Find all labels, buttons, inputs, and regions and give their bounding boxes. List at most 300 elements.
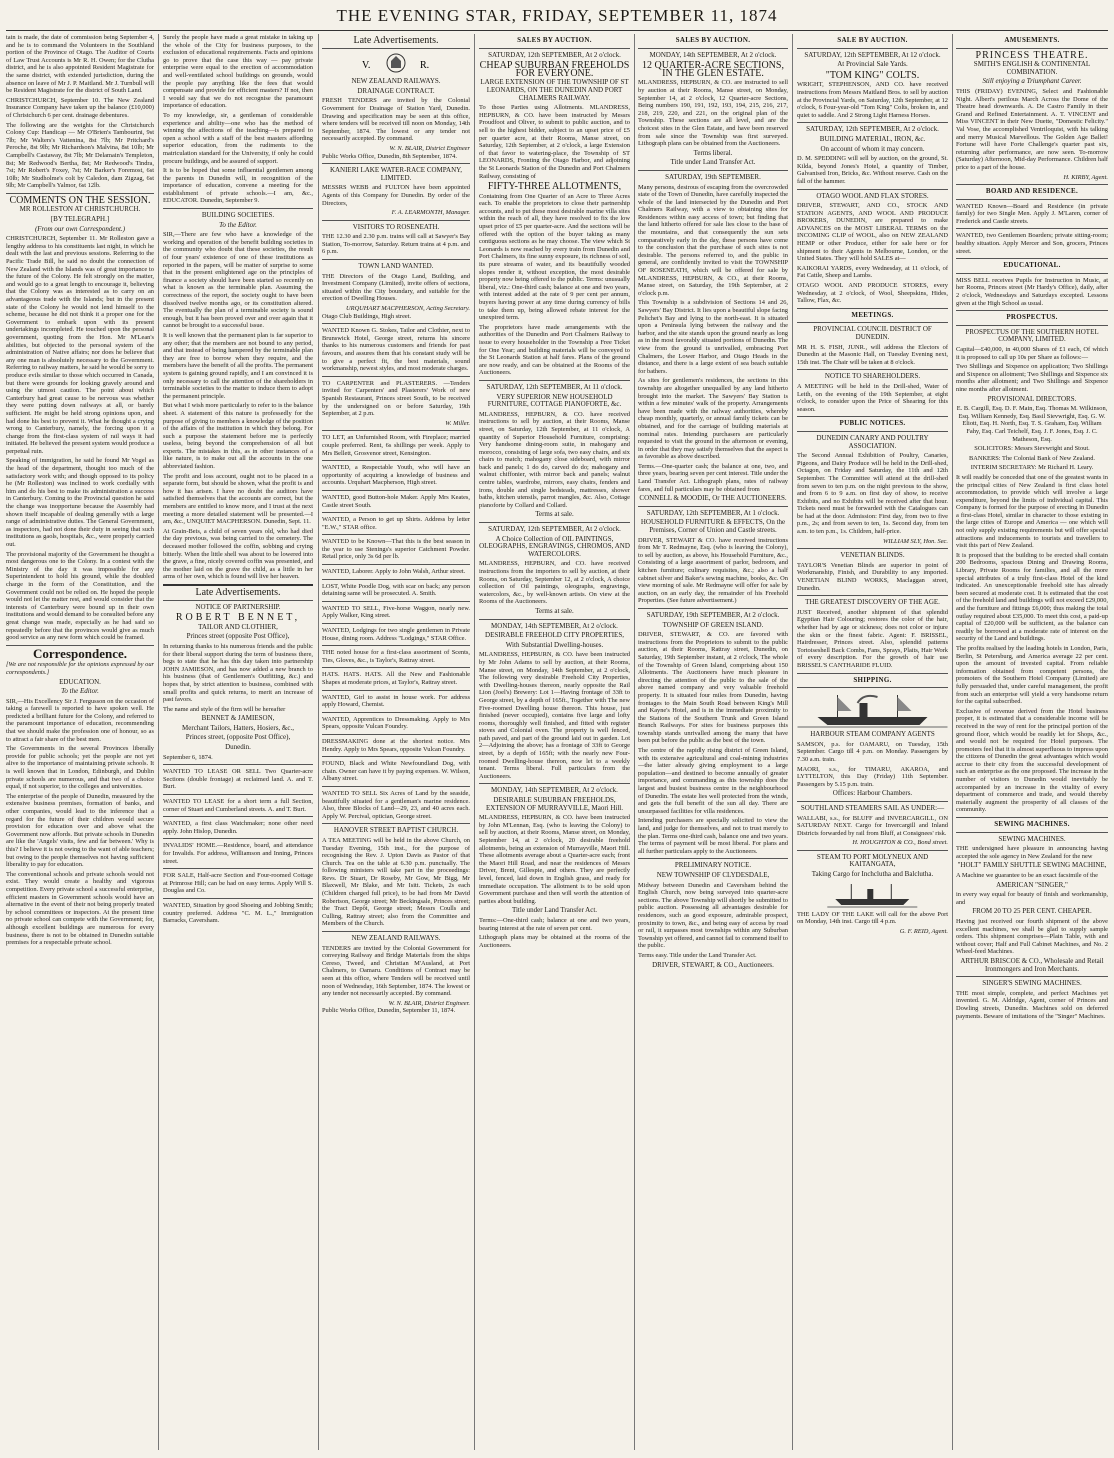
ad-body: A TEA MEETING will be held in the above Church, on Tuesday Evening, 15th inst., for the purpose of recognising the Rev. J. Upton Davis as Pastor of that Church. Tea on the table at 6.30 p.m. punctually. The following ministers will take part in the proceedings: Revs. Dr Stuart, Dr Roseby, Mr Gow, Mr Bigg, Mr Blaxwell, Mr Blake, and Mr Isitt. Tickets, 2s each (Children charged full price), to be had from Mr David Robertson, George street; Mr Beckingsale, Princes street; the Tract Depôt, George street; Messrs Coulls and Culling, Rattray street; also from the Committee and Members of the Church. bbox=[322, 836, 470, 928]
ad-body: Public Works Office, Dunedin, 8th September, 1874. bbox=[322, 152, 457, 160]
classified-ad: WANTED, Laborer. Apply to John Walsh, Arthur street. bbox=[322, 568, 466, 576]
letter-paragraph: To my knowledge, sir, a gentleman of considerable experience and ability—one who has the method of winning the affections of the teaching—is prepared to open a school with a staff of the best masters affording superior education, from the rudiments to the matriculation standard for the University, if only he could procure buildings, and be assured of support. bbox=[163, 111, 313, 165]
ad-heading: PROVINCIAL COUNCIL DISTRICT OF DUNEDIN. bbox=[813, 325, 932, 341]
sale-title: TOWNSHIP OF GREEN ISLAND. bbox=[662, 620, 764, 629]
divider bbox=[956, 199, 1108, 200]
column-rule bbox=[792, 34, 793, 1450]
divider bbox=[638, 858, 788, 859]
divider bbox=[322, 623, 470, 624]
divider bbox=[797, 431, 948, 432]
sale-title: CHEAP SUBURBAN FREEHOLDS FOR EVERYONE. bbox=[479, 60, 630, 79]
svg-text:R.: R. bbox=[420, 59, 430, 71]
divider bbox=[797, 687, 948, 688]
classified-ad: LOST, White Poodle Dog, with scar on back; any person detaining same will be prosecuted. A. Smith. bbox=[322, 582, 470, 598]
column-5 bbox=[638, 34, 788, 1452]
ad-body: THE undersigned have pleasure in announcing having accepted the sole agency in New Zealand for the new bbox=[956, 845, 1108, 860]
editor-note: [We are not responsible for the opinions expressed by our correspondents.] bbox=[6, 661, 154, 676]
letter-paragraph: The conventional schools and private schools would not exist. They would create a healthy and vigorous competition. Every private school a successful enterprise, efficient masters in Government schools would have an alternative in the event of their not being properly treated by school committees or inspectors. At the present time no private school can compete with the Government; for, although excellent buildings are numerous for every business, there is not to be obtained in Dunedin suitable premises for a respectable private school. bbox=[6, 870, 154, 947]
news-paragraph: At Grain-Beis, a child of seven years old, who had died the day previous, was being carried to the cemetery. The deceased mother followed the coffin, sobbing and crying bitterly. When the little shell was about to be lowered into the grave, a fine, nicely covered coffin was presented, and the mother laid on the grave the child, as a little in her arms of her own, which is found will live her heaven. bbox=[163, 527, 313, 581]
svg-text:V.: V. bbox=[362, 59, 371, 71]
divider bbox=[322, 734, 470, 735]
divider bbox=[322, 931, 470, 932]
sale-body: The proprietors have made arrangements with the authorities of the Dunedin and Port Chalmers Railway to issue to every householder in the Township a Free Ticket for One Year; and building materials will be conveyed to the St Leonards Station at half fares. Plans of the ground are now ready, and can be obtained at the Rooms of the Auctioneers. bbox=[479, 323, 630, 377]
ad-signature: WILLIAM SLY, Hon. Sec. bbox=[883, 537, 948, 545]
steamship-icon bbox=[827, 881, 918, 909]
divider bbox=[322, 163, 470, 164]
section-heading: SALES BY AUCTION. bbox=[517, 36, 592, 44]
masthead: THE EVENING STAR, FRIDAY, SEPTEMBER 11, 1874 bbox=[336, 6, 778, 25]
sale-date: SATURDAY, 12th SEPTEMBER, At 1 o'clock. bbox=[646, 508, 780, 517]
ad-body: WALLABI, s.s., for BLUFF and INVERCARGILL, ON SATURDAY NEXT. Cargo for Invercargill and Inland Districts forwarded by rail from Bluff, at Consignees' risk. bbox=[797, 814, 948, 837]
classified-ad: TO CARPENTER and PLASTERERS. —Tenders invited for Carpenters' and Plasterers' Work of new Spanish Restaurant, Princes street South, to be received by the undersigned on or before Saturday, 19th September, at 2 p.m. bbox=[322, 379, 470, 418]
classified-ad: DRESSMAKING done at the shortest notice. Mrs Hendry. Apply to Mrs Spears, opposite Vulcan Foundry. bbox=[322, 737, 470, 753]
news-paragraph: CHRISTCHURCH, September 10. The New Zealand Insurance Company have taken up the balance (£10,000) of Christchurch 6 per cent. drainage debentures. bbox=[6, 96, 154, 119]
ad-signature: ARTHUR BRISCOE & CO., Wholesale and Retail Ironmongers and Iron Merchants. bbox=[960, 956, 1104, 973]
divider bbox=[163, 600, 313, 601]
ad-title: ROBERT BENNET, bbox=[175, 612, 301, 624]
sale-body: To those Parties using Allotments. MLANDRESS, HEPBURN, & CO. have been instructed by Messrs Proudfoot and Oliver, to submit to public auction, and to sell to the highest bidder, subject to an upset price of £5 per quarter acre, at their Rooms, Manse street, on Saturday, 12th September, at 2 o'clock, a large Extension of that favor to watering-place, the Township of ST LEONARDS, Fronting the Otago Harbor, and adjoining the St Leonards Station of the Dunedin and Port Chalmers Railway, consisting of bbox=[479, 104, 630, 180]
sale-title: 12 QUARTER-ACRE SECTIONS, IN THE GLEN ESTATE. bbox=[642, 60, 784, 79]
divider bbox=[322, 645, 470, 646]
ad-body: DRIVER, STEWART, AND CO., STOCK AND STATION AGENTS, AND WOOL AND PRODUCE BROKERS, DUNEDIN, are prepared to make ADVANCES on the MOST LIBERAL TERMS on the INCOMING CLIP of WOOL, also on NEW ZEALAND HEMP or other Produce, either for sale here or for shipment to their Agents in Melbourne, London, or the United States. They will hold SALES at— bbox=[797, 202, 948, 263]
ad-heading: NOTICE OF PARTNERSHIP. bbox=[195, 602, 281, 611]
ad-signature: URQUHART MACPHERSON, Acting Secretary. bbox=[346, 305, 470, 313]
letter-paragraph: The profit and loss account, ought not to be placed in a separate form, but should be shown, what the profit is and how it has arisen. I have no doubt the auditors have satisfied themselves that the accounts are correct, but the members are entitled to know more, and I trust at the next meeting a more detailed statement will be presented.—I am, &c., UNQUIET MACPHERSON. Dunedin, Sept. 11. bbox=[163, 472, 313, 526]
classified-ad: WANTED Known—Board and Residence (in private family) for two Single Men. Apply J. M'Laren, corner of Frederick and Castle streets. bbox=[956, 202, 1108, 225]
divider bbox=[322, 534, 470, 535]
sale-date: SATURDAY, 12th SEPTEMBER, At 11 o'clock. bbox=[486, 382, 623, 391]
divider bbox=[638, 170, 788, 171]
ad-body: A Machine we guarantee to be an exact facsimile of the bbox=[956, 872, 1098, 879]
sale-subtitle: LARGE EXTENSION OF THE TOWNSHIP OF ST LEONARDS, ON THE DUNEDIN AND PORT CHALMERS RAILWAY. bbox=[480, 78, 629, 102]
column-7 bbox=[956, 34, 1108, 1452]
ad-body: in every way equal for beauty of finish and workmanship, and bbox=[956, 891, 1108, 906]
column-rule bbox=[952, 34, 953, 1450]
divider bbox=[797, 673, 948, 674]
ad-office: Offices: Harbour Chambers. bbox=[832, 789, 913, 798]
prospectus-body: Capital—£40,000, in 40,000 Shares of £1 each, Of which it is proposed to call up 10s per Share as follows:— bbox=[956, 346, 1108, 361]
theatre-title: PRINCESS THEATRE. bbox=[975, 49, 1089, 61]
column-1 bbox=[6, 34, 154, 1452]
sale-title: "TOM KING" COLTS. bbox=[825, 69, 920, 81]
sale-body: DRIVER, STEWART, & CO. are favored with instructions from the Proprietors to submit to the public auction, at their Rooms, Rattray street, Dunedin, on Saturday, 19th September instant, at 2 o'clock, The whole of the Township of Green Island, comprising about 150 Allotments. The Auctioneers have much pleasure in directing the attention of the public to the sale of the above named company and very valuable freehold property. It is situated four miles from Dunedin, having frontages to the Main South Road between King's Mill and Kayne's Hotel, and is in the immediate proximity to the Stations of the Southern Trunk and Green Island Branch Railways. For sites for business purposes this township stands unrivalled among the many that have been put before the public as the best of the town. bbox=[638, 631, 788, 745]
classified-ad: HATS. HATS. HATS. All the New and Fashionable Shapes at moderate prices, at Taylor's, Rattray street. bbox=[322, 671, 470, 686]
sale-subtitle: With Substantial Dwelling-houses. bbox=[505, 640, 604, 649]
classified-ad: WANTED, Girl to assist in house work. For address apply Howard, Chemist. bbox=[322, 693, 470, 709]
sale-body: This Township is a subdivision of Sections 14 and 26, Sawyers' Bay District. It lies upon a beautiful slope facing Pelichet's Bay and lying to the north-east. It is situated upon a Peninsula lying between the railway and the harbor, and the site stands upon the ground nearly as long as in the most favorably situated portions of Dunedin. The view from the ground is unrivalled, embracing Port Chalmers, the Lower Harbor, and Otago Heads in the distance, and there is a large extent of sea beach suitable for bathers. bbox=[638, 299, 788, 375]
ad-subtitle: DRAINAGE CONTRACT. bbox=[357, 86, 435, 95]
ad-firm: Princes street, (opposite Post Office), bbox=[185, 733, 291, 742]
sale-body: The centre of the rapidly rising district of Green Island, with its extensive agricultural and coal-mining industries—the latter already giving employment to a large population—and destined to become annually of greater importance, and commanding as this township does the largest and busiest business centre in the neighbourhood of Dunedin. The estate lies well protected from the winds, and gets the full benefit of the sun all day. There are unsurpassed facilities for villa residences. bbox=[638, 747, 788, 815]
sale-body: Intending purchasers are specially solicited to view the land, and judge for themselves, and not to trust merely to the plan. Terms one-third cash, balance one and two years. The terms of payment will be most liberal. For plans and all further particulars apply to the Auctioneers. bbox=[638, 817, 788, 855]
divider bbox=[797, 48, 948, 49]
section-heading: PROSPECTUS. bbox=[1006, 313, 1058, 322]
divider bbox=[163, 208, 313, 209]
section-heading: EDUCATIONAL. bbox=[1003, 261, 1061, 270]
divider bbox=[956, 832, 1108, 833]
divider bbox=[956, 48, 1108, 49]
ad-heading: NEW ZEALAND RAILWAYS. bbox=[351, 934, 441, 943]
divider bbox=[797, 595, 948, 596]
ad-date: September 6, 1874. bbox=[163, 753, 213, 761]
ad-firm: Dunedin. bbox=[225, 743, 251, 752]
sale-signature: DRIVER, STEWART, & CO., Auctioneers. bbox=[652, 960, 774, 969]
divider bbox=[479, 522, 630, 523]
letter-paragraph: But what I wish more particularly to refer to is the balance sheet. A statement of this nature is professedly for the purpose of giving to members a knowledge of the position of the affairs of the institution in which they belong. For such a purpose the statement before me is perfectly useless, being beyond the comprehension of all but experts. The mistakes in this, as in other instances of a like nature, is to make out all the accounts in the one abbreviated fashion. bbox=[163, 402, 313, 471]
section-heading: Late Advertisements. bbox=[353, 35, 439, 46]
sale-body: MLANDRESS, HEPBURN, & CO. are instructed to sell by auction at their Rooms, Manse street, on Monday, September 14, at 2 o'clock, 12 Quarter-acre Sections, Being numbers 190, 191, 192, 193, 194, 215, 216, 217, 218, 219, 220, and 221, on the original plan of the Township. These sections are all level, and are the choicest sites in the Glen Estate, and have been reserved from sale since the Township was first surveyed. Lithograph plans can be obtained from the Auctioneers. bbox=[638, 79, 788, 148]
divider bbox=[638, 506, 788, 507]
ad-body: OTAGO WOOL AND PRODUCE STORES, every Wednesday, at 2 o'clock, of Wool, Sheepskins, Hides, Tallow, Flax, &c. bbox=[797, 282, 948, 305]
news-paragraph: The following are the weights for the Christchurch Colony Cup: Handicap — Mr O'Brien's Tambourini, 9st 7lb; Mr Walters's Vattenina, 8st 7lb; Mr Pritchard's Peroche, 8st 9lb; Mr Richardson's Malvina, 8st 10lb; Mr Campbell's Castaway, 8st 7lb; Mr Delamain's Templeton, 8st; Mr Redwood's Bertha, 8st; Mr Redwood's Tindra, 7st; Mr Robert's Foxey, 7st; Mr Barker's Foremost, 6st 10lb; Mr Studholme's colt by Caledon, dam Zigzag, 6st 9lb; Mr Campbell's Yalmor, 6st 12lb. bbox=[6, 121, 154, 190]
divider bbox=[797, 369, 948, 370]
sale-body: MLANDRESS, HEPBURN, & CO. have received instructions to sell by auction, at their Rooms, Manse street, on Saturday, 12th September, at 11 o'clock, A quantity of Superior Household Furniture, comprising: Very handsome dining-room suite, in mahogany and morocco, consisting of large sofa, two easy chairs, and six chairs to match; mahogany close sideboard, with mirror back and panels; 1 do do, carved do do; mahogany and walnut chiffonier, with mirror back and panels; walnut centre tables, wardrobe, mirrors, easy chairs, fenders and irons, double and single bedsteads, mattresses, shower baths, kitchen utensils, parrot mangles, &c. Also, Cottage pianoforte by Collard and Collard. bbox=[479, 410, 630, 509]
prospectus-body: Two Shillings and Sixpence on application; Two Shillings and Sixpence on allotment; Two Shillings and Sixpence six months after allotment; and Two Shillings and Sixpence nine months after allotment. bbox=[956, 363, 1108, 393]
prospectus-body: It is proposed that the building to be erected shall contain 200 Bedrooms, spacious Dining and Drawing Rooms, Library, Private Rooms for families, and all the more special attributes of a truly first-class Hotel of the kind indicated. An unexceptionable freehold site has already been secured at moderate cost. It is estimated that the cost of the freehold land and buildings will not exceed £29,000, and the furniture and fittings £6,000; thus making the total outlay required about £35,000. To meet this cost, a paid-up capital of £20,000 will be sufficient, as the balance can readily be borrowed at a moderate rate of interest on the security of the Land and buildings. bbox=[956, 551, 1108, 643]
classified-ad: WANTED, a first class Watchmaker; none other need apply. John Hislop, Dunedin. bbox=[163, 820, 313, 835]
divider bbox=[322, 690, 470, 691]
classified-ad: WANTED TO LEASE for a short term a full Section, corner of Stuart and Cumberland streets. A. and T. Burt. bbox=[163, 798, 313, 813]
divider bbox=[479, 48, 630, 49]
sale-date: SATURDAY, 12th SEPTEMBER, At 12 o'clock. bbox=[804, 50, 941, 59]
sale-terms: Terms at sale. bbox=[535, 510, 574, 519]
letter-addressee: To the Editor. bbox=[61, 687, 99, 696]
classified-ad: WANTED TO SELL Six Acres of Land by the seaside, beautifully situated for a gentleman's marine residence. Also, three Blocks of Land—29, 23, and 40 acres each. Apply W. Percival, optician, George street. bbox=[322, 789, 470, 820]
divider bbox=[163, 584, 313, 586]
ad-heading: VISITORS TO ROSENEATH. bbox=[352, 222, 440, 231]
ad-title: "HOLT" FAMILY SHUTTLE SEWING MACHINE, bbox=[957, 861, 1107, 870]
ad-body: THE most simple, complete, and perfect Machines yet invented. G. M. Aldridge, Agent, corner of Princes and Dowling streets, Dunedin. Machines sold on deferred payments. Beware of imitations of the "Singer" Machines. bbox=[956, 989, 1108, 1020]
ad-signature: H. HOUGHTON & CO., Bond street. bbox=[852, 839, 948, 847]
letter-paragraph: It is to be hoped that some influential gentlemen among the parents in Dunedin will, in recognition of the importance of education, convene a meeting for the establishment of private schools.—I am, &c., EDUCATOR. Dunedin, September 9. bbox=[163, 167, 313, 205]
ad-body: SAMSON, p.s. for OAMARU, on Tuesday, 15th September. Cargo till 4 p.m. on Monday. Passengers by 7.30 a.m. train. bbox=[797, 740, 948, 763]
ad-subtitle: TAILOR AND CLOTHIER, bbox=[198, 622, 278, 631]
letter-paragraph: Surely the people have made a great mistake in taking up the whole of the City for business purposes, to the exclusion of educational requirements. Facts and opinions go to prove that the case this way — pay private enterprise were equal to the erection of accommodation and well-ventilated school buildings on grounds, would the people pay anything like the fees that would compensate and provide for efficient masters? If not, then I would say that we do not recognise the paramount importance of education. bbox=[163, 34, 313, 110]
divider bbox=[797, 850, 948, 851]
sale-terms: Terms at sale. bbox=[535, 606, 574, 615]
divider bbox=[322, 756, 470, 757]
prospectus-body: The profits realised by the leading hotels in London, Paris, Berlin, St Petersburg, and America average 22 per cent. upon the amount of invested capital. From reliable information obtained from competent persons, the promoters of the Southern Hotel Company (Limited) are fully persuaded that, under careful management, the profit from such an enterprise will yield a very handsome return for the capital subscribed. bbox=[956, 644, 1108, 706]
prospectus-title: PROSPECTUS OF THE SOUTHERN HOTEL COMPANY, LIMITED. bbox=[965, 327, 1099, 344]
sale-body: Terms:—One-third cash; balance at one and two years, bearing interest at the rate of seven per cent. bbox=[479, 916, 630, 932]
classified-ad: WANTED, Situation by good Shoeing and Jobbing Smith; country preferred. Address "C. M. L.," Immigration Barracks, Caversham. bbox=[163, 901, 313, 925]
divider bbox=[956, 184, 1108, 185]
ad-heading: KANIERI LAKE WATER-RACE COMPANY, LIMITED. bbox=[329, 166, 463, 182]
prospectus-body: It will readily be conceded that one of the greatest wants in the principal cities of New Zealand is first class hotel accommodation, to provide which will involve a large expenditure, beyond the limits of individual capital. This Company is formed for the purpose of erecting in Dunedin a first-class Hotel, similar in character to those existing in the large cities of Europe and America — one which will not only supply existing requirements but will offer special attractions and inducements to tourists and travellers to visit this part of New Zealand. bbox=[956, 473, 1108, 550]
ad-body: TAYLOR'S Venetian Blinds are superior in point of Workmanship, Finish, and Durability to any imported. VENETIAN BLIND WORKS, Maclaggan street, Dunedin. bbox=[797, 561, 948, 592]
section-heading: Correspondence. bbox=[32, 645, 127, 661]
divider bbox=[322, 712, 470, 713]
section-heading: SALE BY AUCTION. bbox=[837, 36, 908, 44]
sale-body: As sites for gentlemen's residences, the sections in this township are altogether unequalled by any land hitherto brought into the market. The Sawyers' Bay Station is within a few minutes' walk of the property. Arrangements have been made with the railway authorities, whereby cheap monthly, quarterly, or annual family tickets can be obtained, and for the carriage of building materials at nominal rates. Intending purchasers are particularly requested to visit the ground in the afternoon or evening, in order that they may satisfy themselves that the aspect is as favorable as above described. bbox=[638, 377, 788, 461]
divider bbox=[322, 823, 470, 824]
letter-paragraph: The enterprise of the people of Dunedin, measured by the extensive business premises, formation of banks, and other companies, would lead to the inference that a regard for the future of their children would secure provision for education over and above what the Government now affords. But private schools in Dunedin are like the 'Angels' visits, few and far between.' Why is this? I believe it is not owing to the want of able teachers; but owing to the people themselves not having sufficient liberality to pay for education. bbox=[6, 792, 154, 869]
column-4 bbox=[479, 34, 630, 1452]
ad-body: THE LADY OF THE LAKE will call for the above Port on Monday, 14th inst. Cargo till 4 p.m. bbox=[797, 910, 948, 926]
sale-body: MLANDRESS, HEPBURN, & CO. have been instructed by Mr John Adams to sell by auction, at their Rooms, Manse street, on Monday, 14th September, at 2 o'clock, The following very desirable Freehold City Properties, with Dwelling-houses thereon, nearly opposite the Rail Lion (Joel's) Brewery: Lot 1—Having frontage of 33ft to George street, by a depth of 165ft., Together with The new Five-roomed Dwelling house thereon. This house, just finished (never occupied), contains five large and lofty rooms, thoroughly well finished, and fitted with register stoves and Colonial oven. The property is well fenced, path paved, and part of the ground laid out in garden. Lot 2—Adjoining the above; has a frontage of 33ft to George street, by a depth of 165ft; with the nearly new Four-roomed Dwelling-house thereon, now let to a weekly tenant. Terms liberal. Full particulars from the Auctioneers. bbox=[479, 651, 630, 780]
dateline: [BY TELEGRAPH.] bbox=[50, 215, 110, 224]
section-heading: AMUSEMENTS. bbox=[1004, 36, 1060, 44]
classified-ad: THE noted house for a first-class assortment of Scents, Ties, Gloves, &c., is Taylor's, Rattray street. bbox=[322, 649, 470, 664]
theatre-subtitle: SMITH'S ENGLISH & CONTINENTAL COMBINATION. bbox=[973, 60, 1091, 76]
divider bbox=[322, 376, 470, 377]
prospectus-secretary: INTERIM SECRETARY: Mr Richard H. Leary. bbox=[970, 464, 1094, 472]
ad-body: MAORI, s.s., for TIMARU, AKAROA, and LYTTELTON, this Day (Friday) 11th September. Passengers by 5.15 p.m. train. bbox=[797, 765, 948, 788]
ad-heading: STEAM TO PORT MOLYNEUX AND KAITANGATA, bbox=[816, 852, 929, 869]
divider bbox=[797, 801, 948, 802]
sale-body: MLANDRESS, HEPBURN, & CO. have been instructed by John M'Lennan, Esq. (who is leaving the Colony) to sell by auction, at their Rooms, Manse street, on Monday, September 14, at 2 o'clock, 20 desirable freehold allotments, being an extension of Murrayville, Maori Hill. These allotments average about a Quarter-acre each; front the Maori Hill Road, and near the residences of Messrs Driver, Brent, Gillespie, and others. They are perfectly level, fenced, laid down in English grass, and ready for immediate occupation. The allotment is to be sold upon Government purchase and then will worth the attention of parties about building. bbox=[479, 814, 630, 905]
sale-date: SATURDAY, 12th SEPTEMBER, At 2 o'clock. bbox=[488, 50, 621, 59]
column-2 bbox=[163, 34, 313, 1452]
ad-heading: NEW ZEALAND RAILWAYS. bbox=[351, 77, 441, 86]
ad-body: MR H. S. FISH, JUNR., will address the Electors of Dunedin at the Masonic Hall, on Tuesday Evening next, 15th inst. The Chair will be taken at 8 o'clock. bbox=[797, 343, 948, 366]
divider bbox=[322, 220, 470, 221]
sale-body: Containing from One Quarter of an Acre to Three Acres each. To enable the proprietors to close their partnership accounts, and to put these most desirable marine villa sites within the reach of all, they have resolved to fix the low upset price of £5 per quarter-acre. And the sections will be offered with the option of the buyer taking as many contiguous sections as he may choose. The view which St Leonards is now reached by every train from Dunedin and Port Chalmers, its fine sunny exposure, its richness of soil, its pure streams of water, and its beautifully wooded slopes render it, without exception, the most desirable property now being offered to the public. Terms: unusually liberal, viz.: One-third cash; balance at one and two years, with interest added at the rate of 9 per cent per annum, buyers having power at any time during currency of bills to take them up, being allowed rebate interest for the unexpired term. bbox=[479, 192, 630, 322]
divider bbox=[797, 322, 948, 323]
ad-heading: THE GREATEST DISCOVERY OF THE AGE. bbox=[805, 598, 940, 607]
divider bbox=[322, 490, 470, 491]
ad-subtitle: Taking Cargo for Inchclutha and Balclutha. bbox=[811, 870, 934, 879]
divider bbox=[322, 430, 470, 431]
sale-location: At Provincial Sale Yards. bbox=[837, 60, 908, 69]
prospectus-bankers: BANKERS: The Colonial Bank of New Zealand. bbox=[968, 454, 1096, 462]
sale-body: DRIVER, STEWART & CO. have received instructions from Mr T. Redmayne, Esq. (who is leaving the Colony), to sell by auction, as above, his Household Furniture, &c., Consisting of a large assortment of parlor, bedroom, and kitchen furniture; culinary requisites, &c.; also a half cabinet silver and Baker's sewing machine, books, &c. On view morning of sale. Mr Redmayne will offer for sale by auction, on an early day, the remainder of his Freehold Properties. (See future advertisement.) bbox=[638, 536, 788, 605]
sale-body: Lithograph plans may be obtained at the rooms of the Auctioneers. bbox=[479, 934, 630, 949]
ad-title: AMERICAN "SINGER," bbox=[996, 880, 1068, 889]
ad-body: Public Works Office, Dunedin, September 11, 1874. bbox=[322, 1007, 456, 1015]
ad-body: Having just received our fourth shipment of the above excellent machines, we shall be glad to supply sample orders. This shipment comprises—Plain Table, with and without cover; Half and Full Cabinet Machines, and No. 2 Wheel-feed Machines. bbox=[956, 917, 1108, 956]
sale-body: Terms.—One-quarter cash; the balance at one, two, and three years, bearing seven per cent interest. Title under the Land Transfer Act. Lithograph plans, rates of railway fares, and full particulars may be obtained from bbox=[638, 462, 788, 493]
sale-terms: Title under Land Transfer Act. bbox=[670, 158, 756, 167]
ad-heading: NOTICE TO SHAREHOLDERS. bbox=[824, 372, 921, 381]
sale-body: Midway between Dunedin and Caversham behind the English Church, now being surveyed into quarter-acre sections. The above Township will shortly be submitted to public auction. Possessing all advantages desirable for residences, such as good exposure, admirable prospect, proximity to town, &c., and being easy of access by road or rail, it surpasses most townships within any Suburban Township yet offered, and cannot fail to commend itself to the public. bbox=[638, 881, 788, 950]
ad-firm: BENNET & JAMIESON, bbox=[201, 714, 275, 723]
sale-date: MONDAY, 14th SEPTEMBER, At 2 o'clock. bbox=[491, 786, 618, 795]
sale-note: On account of whom it may concern. bbox=[820, 144, 925, 153]
divider bbox=[956, 817, 1108, 818]
prospectus-heading: PROVISIONAL DIRECTORS. bbox=[987, 394, 1077, 403]
column-rule bbox=[318, 34, 319, 1450]
classified-ad: INVALIDS' HOME.—Residence, board, and attendance for Invalids. For address, Williamson and Inning, Princes street. bbox=[163, 842, 313, 865]
divider bbox=[956, 976, 1108, 977]
divider bbox=[163, 794, 313, 795]
ad-signature: W. N. BLAIR, District Engineer bbox=[389, 144, 470, 152]
classified-ad: WANTED, two Gentlemen Boarders; private sitting-room; healthy situation. Apply Mercer and Son, grocers, Princes street. bbox=[956, 232, 1108, 255]
ad-body: MESSRS WEBB and FULTON have been appointed Agents of this Company for Dunedin. By order of the Directors, bbox=[322, 184, 470, 207]
sale-body: MLANDRESS, HEPBURN, and CO. have received instructions from the importers to sell by auction, at their Rooms, on Saturday, September 12, at 2 o'clock, A choice collection of Oil paintings, oleographs, engravings, watercolors, &c., by well-known artists. On view at the Rooms of the Auctioneers. bbox=[479, 560, 630, 606]
news-paragraph: The provisional majority of the Government he thought a most dangerous one to the Colony. In a contest with the Ministry of the day it was impossible for any Superintendent to hold his ground, while the doubled charge in the form of the Constitution, and the Government could not be relied on. He hoped the people would not let the matter rest, and would consider that the interests of Canterbury were bound up in their own institutions and would demand to be consulted before any great change was made, especially as he had said so repeatedly before that the provinces would give as much good service as any new form which could be framed. bbox=[6, 550, 154, 642]
divider bbox=[797, 416, 948, 417]
sale-date: SATURDAY, 19th SEPTEMBER, At 2 o'clock. bbox=[646, 610, 780, 619]
letter-paragraph: It is well known that the permanent plan is far superior to any other; that the members are not bound to any period, and that instead of being hampered by the terminable plan they are free to borrow when they require, and the members have the benefit of all the profits. The permanent system is gaining ground rapidly, and I am convinced it is only necessary to call the attention of the shareholders in terminable societies to the matter to induce them to adopt the permanent principle. bbox=[163, 331, 313, 400]
sale-date: SATURDAY, 19th SEPTEMBER. bbox=[665, 172, 761, 181]
ad-heading: TOWN LAND WANTED. bbox=[358, 262, 434, 271]
divider bbox=[163, 838, 313, 839]
sale-date: MONDAY, 14th SEPTEMBER, At 2 o'clock. bbox=[649, 50, 777, 59]
column-rule bbox=[474, 34, 475, 1450]
column-rule bbox=[634, 34, 635, 1450]
classified-ad: WANTED, Lodgings for two single gentlemen in Private House, dining room. Address "Lodgings," STAR Office. bbox=[322, 627, 470, 642]
classified-ad: WANTED, Apprentices to Dressmaking. Apply to Mrs Spears, opposite Vulcan Foundry. bbox=[322, 715, 470, 731]
divider bbox=[797, 548, 948, 549]
ad-signature: H. KIRBY, Agent. bbox=[1063, 173, 1108, 181]
column-6 bbox=[797, 34, 948, 1452]
sale-body: Terms easy. Title under the Land Transfer Act. bbox=[638, 951, 757, 959]
sale-signature: CONNELL & MOODIE, Or THE AUCTIONEERS. bbox=[639, 494, 787, 503]
ad-price: FROM 20 TO 25 PER CENT. CHEAPER. bbox=[972, 907, 1092, 916]
classified-ad: WANTED to be Known—That this is the best season in the year to use Stenings's superior Catchment Powder. Retail price, only 3s 6d per lb. bbox=[322, 538, 470, 561]
classified-ad: WANTED, a Respectable Youth, who will have an opportunity of acquiring a knowledge of business and accounts. Urquhart Macpherson, High street. bbox=[322, 464, 470, 487]
byline: (From our own Correspondent.) bbox=[34, 224, 126, 233]
sale-terms: Terms liberal. bbox=[693, 148, 733, 157]
divider bbox=[956, 310, 1108, 311]
ad-heading: OTAGO WOOL AND FLAX STORES. bbox=[816, 191, 929, 200]
ad-body: The Second Annual Exhibition of Poultry, Canaries, Pigeons, and Dairy Produce will be held in the Drill-shed, Octagon, on Friday and Saturday, the 11th and 12th September. The Committee will attend at the drill-shed from seven to ten p.m. on the night previous to the show, and from 6 to 9 a.m. on first day of show, to receive Exhibits, and no Exhibits will be received after that hour. Tickets need must be forwarded with the Catalogues can be had at the door. Admission: First day, from two to five p.m., 2s; and from seven to ten, 1s. Second day, from ten a.m. to ten p.m., 1s. Children, half-price. bbox=[797, 452, 948, 536]
divider bbox=[956, 258, 1108, 259]
ad-body: A MEETING will be held in the Drill-shed, Water of Leith, on the evening of the 19th September, at eight o'clock, to consider upon the Price of Shearing for this season. bbox=[797, 382, 948, 413]
classified-ad: TO LET, an Unfurnished Room, with Fireplace; married couple preferred. Rent, 6s shillings per week. Apply to Mrs Bellett, Grosvenor street, Kensington. bbox=[322, 434, 470, 457]
prospectus-directors: E. B. Cargill, Esq. D. F. Main, Esq. Thomas M. Wilkinson, Esq. William Kennedy, Esq. Basil Sievwright, Esq. G. W. Eliott, Esq. H. North, Esq. T. S. Graham, Esq. William Fahy, Esq. Carl Teichelf, Esq. J. F. Jones, Esq. J. C. Matheson, Esq. bbox=[956, 405, 1108, 443]
letter-heading: BUILDING SOCIETIES. bbox=[201, 211, 275, 220]
sale-title: NEW TOWNSHIP OF CLYDESDALE, bbox=[656, 870, 770, 879]
divider bbox=[163, 898, 313, 899]
section-heading: PUBLIC NOTICES. bbox=[839, 419, 906, 428]
sale-title: DESIRABLE FREEHOLD CITY PROPERTIES, bbox=[485, 631, 624, 640]
divider bbox=[797, 308, 948, 309]
sale-body: WRIGHT, STEPHENSON, AND CO. have received instructions from Messrs Maitland Bros. to sell by auction at the Provincial Yards, on Saturday, 12th September, at 12 o'clock, 6 Four-year-old "Tom King" Colts, broken in, and quiet to saddle. And 2 Strong Light Harness Horses. bbox=[797, 81, 948, 119]
ad-body: THIS (FRIDAY) EVENING, Select and Fashionable Night. Albert's perilous March Across the Dome of the Theatre head downwards. A. De Castro Family in their Grand and Refined Entertainment. A. T. VINCENT and Miss VINCENT in their New Duette, "Domestic Felicity." Val Vose, the accomplished Ventriloquist, with his talking and merry Musical Marvellous. The Golden Age Ballet! Fortune will have Forte Challenge's quarter past six, returning after performance, are now seen. To-morrow (Saturday) Afternoon, Mid-day Performance. Children half price to a part of the house. bbox=[956, 87, 1108, 171]
divider bbox=[6, 193, 154, 194]
section-heading: Late Advertisements. bbox=[195, 586, 281, 598]
section-heading: SHIPPING. bbox=[853, 675, 892, 684]
coat-of-arms-icon bbox=[322, 52, 470, 74]
divider bbox=[322, 512, 470, 513]
divider bbox=[479, 380, 630, 381]
headline: COMMENTS ON THE SESSION. bbox=[9, 194, 151, 206]
ad-body: THE Directors of the Otago Land, Building, and Investment Company (Limited), invite offers of sections, situated within the City boundary, and suitable for the erection of Dwelling Houses. bbox=[322, 272, 470, 303]
divider bbox=[956, 273, 1108, 274]
ad-body: JUST Received, another shipment of that splendid Egyptian Hair Colouring; restores the color of the hair, whether had by age or sickness; does not color or injure the skin or the finest fabric. Agent: F. BRISSEL, Hairdresser, Princes street. Also, splendid patterns Tortoiseshell Back Combs, Fans, Sprays, Plaits, Hair Work of every description. For the growth of hair use BRISSEL'S CANTHARIDE FLUID. bbox=[797, 608, 948, 669]
news-paragraph: CHRISTCHURCH, September 11. Mr Rolleston gave a lengthy address to his constituents last night, in which he dealt with the last and previous sessions. Referring to the Pacific Trade Bill, he said no doubt the connection of New Zealand with the Islands was of great importance to the future of the Colony. He felt strongly on the matter, and would go to a great length to encourage it, believing that the Colony was as interested as to carry on an advantageous trade with the Islands; but in the present state of the Colony he would not lend himself to the scheme, because he did not think it a proper one for the Government to embark upon with its present undertakings incompleted. He touched upon the personal government, quoting from the Hon. Mr M'Lean's abilities, but objected to the personal system of the administration of Native affairs; nor does he believe that any one man is absolutely necessary to the Government. Referring to railway matters, he said he would be sorry to produce evils similar to those which occurred in Canada, but there were grounds for looking gravely around and using the utmost caution. The point about which Canterbury had great cause to be nervous was whether they were putting down railways at all, or barely sufficient. He might be held strong opinions upon, and had done his best to prevent it. What he thought a crying wrong to Canterbury, namely, the forcing upon it a change from the first-class system of rail ways it had initiated. He believed the present system would produce a perpetual ruin. bbox=[6, 235, 154, 455]
classified-ad: FOR SALE, Half-acre Section and Four-roomed Cottage at Primrose Hill; can be had on easy terms. Apply Will S. Douglas and Co. bbox=[163, 872, 313, 895]
ad-heading: HARBOUR STEAM COMPANY AGENTS bbox=[810, 730, 935, 739]
divider bbox=[797, 189, 948, 190]
news-paragraph: tain is made, the date of commission being September 4, and he is to command the Volunteers in the Southland portion of the Province of Otago. The Auditor of Courts of Law Trust Accounts is Mr R. H. Owen; for the Clutha district, and he is also appointed Resident Magistrate for the same district, with extended jurisdiction, during the absence on leave of Mr J. P. Maitland. Mr J. Turnbull will be Resident Magistrate for the district of South Land. bbox=[6, 34, 154, 95]
divider bbox=[322, 601, 470, 602]
ad-heading: VENETIAN BLINDS. bbox=[840, 551, 905, 560]
divider bbox=[322, 786, 470, 787]
divider bbox=[322, 579, 470, 580]
section-heading: SEWING MACHINES. bbox=[994, 820, 1070, 829]
divider bbox=[163, 764, 313, 765]
ad-body: FRESH TENDERS are invited by the Colonial Government for Drainage of Station Yard, Dunedin. Drawing and specification may be seen at this office, where tenders will be received till noon on Monday, 14th September, 1874. The lowest or any tender not necessarily accepted. By command. bbox=[322, 97, 470, 143]
classified-ad: WANTED, good Button-hole Maker. Apply Mrs Keates, Castle street South. bbox=[322, 493, 470, 509]
divider bbox=[322, 48, 470, 49]
letter-paragraph: The Governments in the several Provinces liberally provide for public schools; yet the people are not yet alive to the importance of maintaining private schools. It is well known that in London, Edinburgh, and Dublin private schools are numerous, and that two of a choice equal, if not superior, to the colleges and universities. bbox=[6, 745, 154, 791]
ad-signature: F. A. LEARMONTH, Manager. bbox=[391, 209, 470, 217]
sale-notice: PRELIMINARY NOTICE. bbox=[674, 861, 752, 870]
divider bbox=[797, 122, 948, 123]
sale-date: MONDAY, 14th SEPTEMBER, At 2 o'clock. bbox=[491, 621, 618, 630]
ad-body: Otago Club Buildings, High street. bbox=[322, 312, 412, 320]
divider bbox=[322, 323, 470, 324]
ad-body: The name and style of the firm will be hereafter bbox=[163, 705, 286, 713]
ad-address: Princes street (opposite Post Office), bbox=[186, 632, 290, 641]
divider bbox=[322, 460, 470, 461]
sale-title: DESIRABLE SUBURBAN FREEHOLDS, EXTENSION OF MURRAYVILLE, Maori Hill. bbox=[485, 796, 624, 812]
classified-ad: WANTED Known G. Stokes, Tailor and Clothier, next to Brunswick Hotel, George street, returns his sincere thanks to his numerous customers and friends for past favours, and assures them that his constant study will be to give a perfect fit, the best materials, sound workmanship, newest styles, and most moderate charges. bbox=[322, 327, 470, 373]
sale-title: FIFTY-THREE ALLOTMENTS, bbox=[487, 181, 622, 193]
divider bbox=[638, 608, 788, 609]
ad-signature: W. N. BLAIR, District Engineer. bbox=[388, 999, 470, 1007]
sale-title: VERY SUPERIOR NEW HOUSEHOLD FURNITURE, COTTAGE PIANOFORTE, &c. bbox=[487, 392, 622, 409]
news-paragraph: Speaking of immigration, he said he found Mr Vogel as the head of the department, thought too much of the satisfactory work with; and though opposed to its policy he (Mr Rolleston) was inclined to work cordially with him and do his best to make its administration a success in Canterbury. Coming to the Provincial question he said the change was inopportune because the Assembly had shown itself incapable of dealing generally with a large range of administrative duties. The General Government, as inspectors, had not done their duty in seeing that such institutions as gaols, hospitals, &c., were properly carried out. bbox=[6, 457, 154, 548]
divider bbox=[956, 325, 1108, 326]
theatre-note: Still enjoying a Triumphant Career. bbox=[982, 77, 1082, 86]
letter-paragraph: SIR,—His Excellency Sir J. Fergusson on the occasion of taking a farewell is reported to have spoken well. He predicted a brilliant future for the Colony, and referred to the paramount importance of education, recommending that we should make the profession one of honour, so as to attract a fair share of the best men. bbox=[6, 697, 154, 743]
sale-date: SATURDAY, 12th SEPTEMBER, At 2 o'clock. bbox=[488, 525, 621, 534]
ad-signature: G. F. REID, Agent. bbox=[899, 927, 948, 935]
ad-body: TENDERS are invited by the Colonial Government for conveying Railway and Bridge Materials from the ships Cereso, Tweed, and Christian M'Ausland, at Port Chalmers, to Oamaru. Conditions of Contract may be seen at this office, where Tenders will be received until noon of Wednesday, 16th September, 1874. The lowest or any tender not necessarily accepted. By command. bbox=[322, 944, 470, 998]
letter-addressee: To the Editor. bbox=[219, 220, 257, 229]
prospectus-solicitors: SOLICITORS: Messrs Sievwright and Stout. bbox=[974, 445, 1090, 453]
divider bbox=[163, 816, 313, 817]
divider bbox=[163, 868, 313, 869]
divider bbox=[956, 228, 1108, 229]
ad-heading: DUNEDIN CANARY AND POULTRY ASSOCIATION. bbox=[816, 433, 929, 450]
masthead-rule bbox=[6, 30, 1108, 31]
letter-paragraph: SIR,—There are few who have a knowledge of the working and operation of the benefit building societies in the community who doubt that these societies, the result of four years' existence of one of these institutions as reported in the papers, will be matter of surprise to some that in the present enlightened age on the principles of finance a society should have been started so recently on what is known as the terminable plan. Assuming the correctness of the report, the society ought to have been dissolved twelve months ago, or its constitution altered. The eventually the plan of a terminable society is sound enough, but it has been proved over and over again that it cannot be brought to a successful issue. bbox=[163, 231, 313, 330]
divider bbox=[322, 259, 470, 260]
classified-ad: MISS BELL receives Pupils for Instruction in Music, at her Rooms, Princes street (Mr Hardy's Office), daily, after 2 o'clock, Wednesdays and Saturdays excepted. Lessons given at the High School as usual. bbox=[956, 276, 1108, 307]
ad-heading: SEWING MACHINES. bbox=[998, 834, 1066, 843]
divider bbox=[479, 619, 630, 620]
subheadline: MR ROLLESTON AT CHRISTCHURCH. bbox=[19, 205, 141, 214]
sale-title: BUILDING MATERIAL, IRON, &c. bbox=[819, 134, 926, 143]
section-heading: SALES BY AUCTION. bbox=[675, 36, 751, 44]
divider bbox=[479, 783, 630, 784]
ad-heading: SOUTHLAND STEAMERS SAIL AS UNDER:— bbox=[800, 803, 945, 812]
classified-ad: WANTED TO LEASE OR SELL Two Quarter-acre Sections (double frontage) at reclaimed land. A. and T. Burt. bbox=[163, 768, 313, 791]
divider bbox=[638, 48, 788, 49]
section-heading: BOARD AND RESIDENCE. bbox=[985, 187, 1079, 196]
classified-ad: WANTED TO SELL, Five-horse Waggon, nearly new. Apply Walker, King street. bbox=[322, 604, 470, 620]
section-heading: MEETINGS. bbox=[851, 310, 894, 319]
sale-body: D. M. SPEDDING will sell by auction, on the ground, St. Kilda, beyond Jones's Hotel, a quantity of Timber, Galvanised Iron, Bricks, &c. Without reserve. Cash on the fall of the hammer. bbox=[797, 155, 948, 185]
sale-body: Many persons, desirous of escaping from the overcrowded state of the Town of Dunedin, have carefully inspected the whole of the land intersected by the Dunedin and Port Chalmers Railway, with a view to obtaining sites for Residences within easy access of town; but finding that the land hitherto offered for sale lies close to the base of the mountains, and that consequently the sun sets comparatively early in the day, these persons have come to the conclusion that the purchase of such sites is not desirable. The persons referred to, and the public in general, are confidently invited to visit the TOWNSHIP OF ROSENEATH, which will be offered for sale by MLANDRESS, HEPBURN, & CO., at their Rooms, Manse street, on Saturday, the 19th September, at 2 o'clock p.m. bbox=[638, 183, 788, 297]
sale-title: A Choice Collection of OIL PAINTINGS, OLEOGRAPHS, ENGRAVINGS, CHROMOS, AND WATERCOLORS. bbox=[479, 534, 630, 558]
letter-heading: EDUCATION. bbox=[59, 677, 101, 686]
column-3 bbox=[322, 34, 470, 1452]
classified-ad: FOUND, Black and White Newfoundland Dog, with chain. Owner can have it by paying expenses. W. Wilson, Albany street. bbox=[322, 760, 470, 783]
steamship-icon bbox=[797, 691, 948, 729]
ad-heading: HANOVER STREET BAPTIST CHURCH. bbox=[333, 826, 459, 835]
ad-body: In returning thanks to his numerous friends and the public for their liberal support during the term of business there, begs to state that he has this day taken into partnership JOHN JAMIESON, and has now added a new branch to his business (that of Gentlemen's Outfitting, &c.) and hopes that, by strict attention to business, combined with small profits and quick returns, to merit an increase of past favors. bbox=[163, 642, 313, 704]
sale-terms: Title under Land Transfer Act. bbox=[511, 906, 598, 915]
ad-heading: SINGER'S SEWING MACHINES. bbox=[982, 979, 1082, 988]
ad-body: THE 12.30 and 2.30 p.m. trains will call at Sawyer's Bay Station, To-morrow, Saturday. Return trains at 4 p.m. and 6 p.m. bbox=[322, 233, 470, 256]
sale-title: HOUSEHOLD FURNITURE & EFFECTS, On the Premises, Corner of Union and Castle streets. bbox=[640, 518, 786, 535]
divider bbox=[322, 667, 470, 668]
column-rule bbox=[158, 34, 159, 1450]
ad-body: KAIKORAI YARDS, every Wednesday, at 11 o'clock, of Fat Cattle, Sheep and Lambs. bbox=[797, 264, 948, 280]
prospectus-body: Exclusive of revenue derived from the Hotel business proper, it is estimated that a considerable income will be received in the way of rent for the principal portion of the ground floor, which would be readily let for Shops, &c., and would not be required for Hotel purposes. The promoters feel that it is almost superfluous to impress upon the citizens of Dunedin the great advantages which would accrue to their city from the successful development of such an enterprise as the one proposed. The increase in the number of visitors to Dunedin would inevitably be accompanied by an increase in the vitality of every department of commerce and trade, and would thereby materially augment the prosperity of all classes of the community. bbox=[956, 707, 1108, 814]
sale-date: SATURDAY, 12th SEPTEMBER, At 2 o'clock. bbox=[806, 125, 939, 134]
divider bbox=[322, 564, 470, 565]
ad-signature: W. Miller. bbox=[445, 419, 470, 427]
ad-firm: Merchant Tailors, Hatters, Hosiers, &c., bbox=[182, 723, 294, 732]
classified-ad: WANTED, a Person to get up Shirts. Address by letter "E.W.," STAR office. bbox=[322, 516, 470, 531]
